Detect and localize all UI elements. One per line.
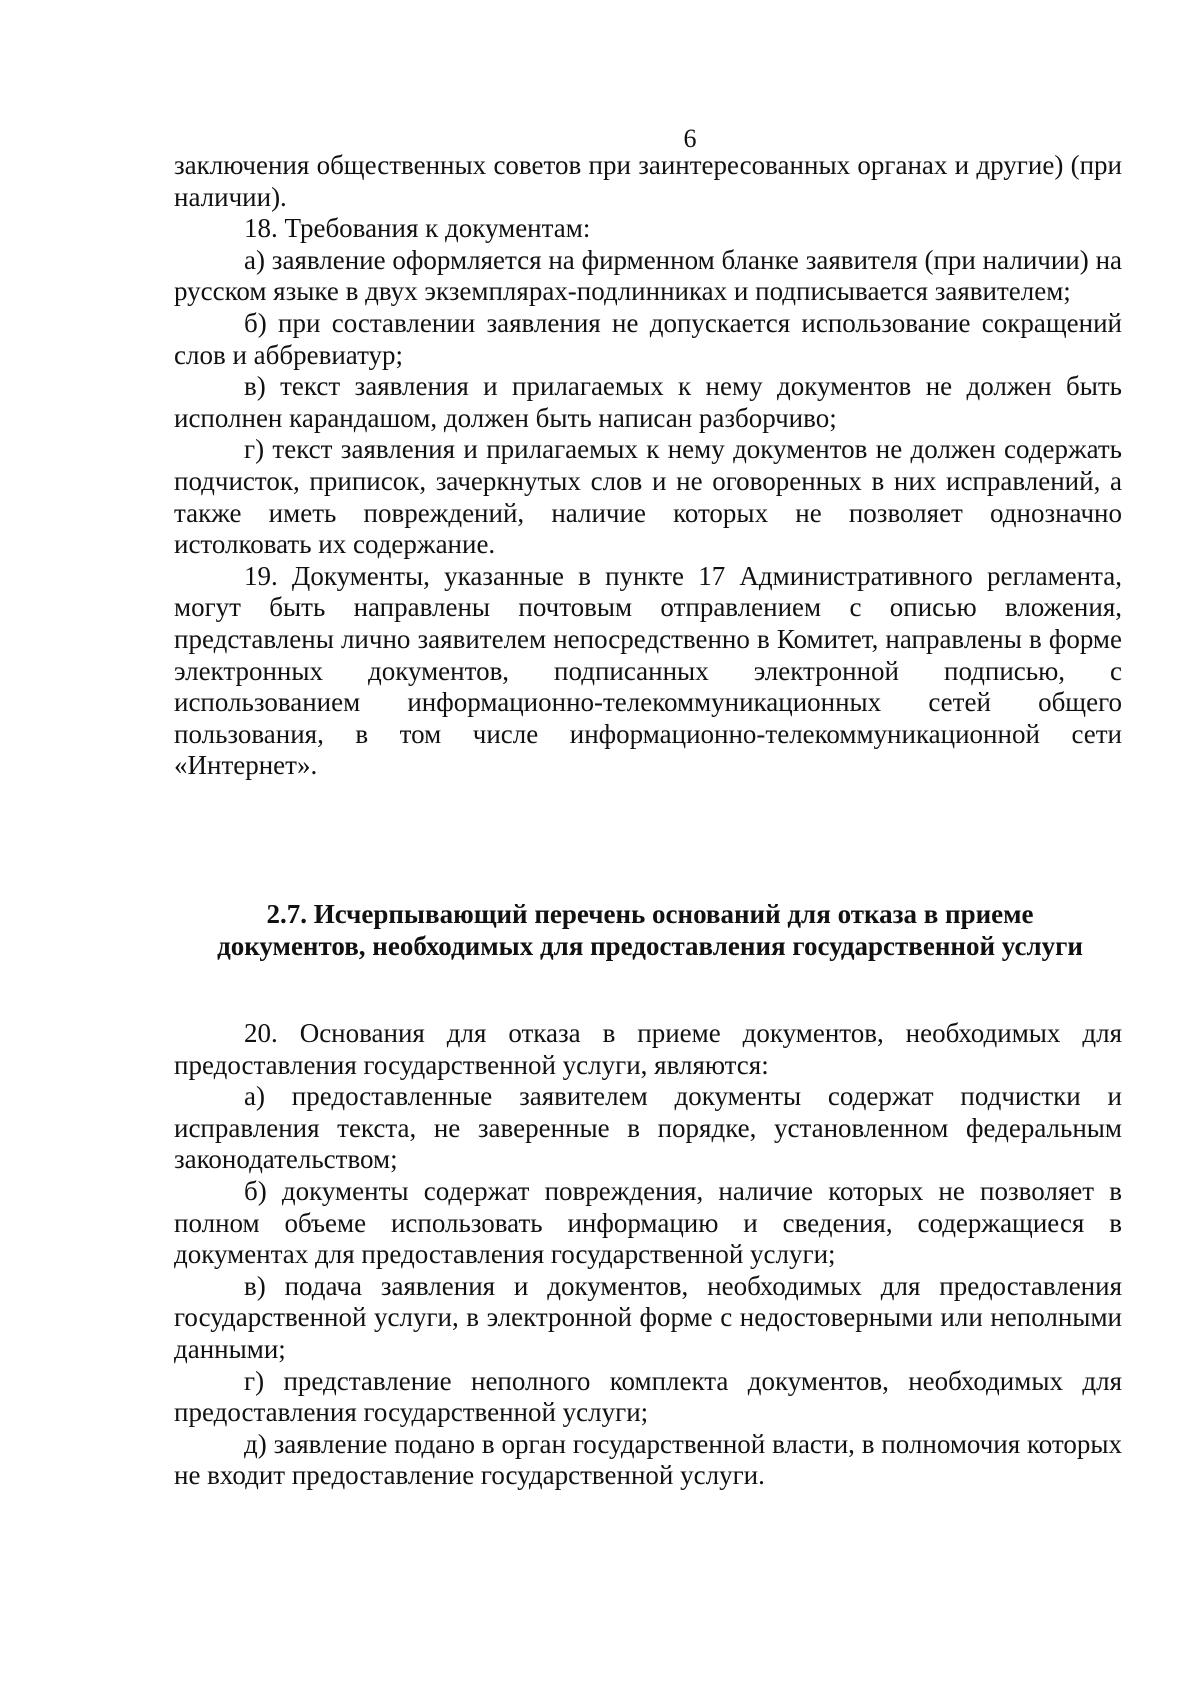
top-text-block [174,150,1122,782]
paragraph-18: 18. Требования к документам: [244,213,591,244]
paragraph-20-d: д) заявление подано в орган государственной власти, в полномочия которых не входит предоставление государственной услуги. [174,1428,1122,1491]
paragraph-18-b: б) при составлении заявления не допускается использование сокращений слов и аббревиатур; [174,307,1122,370]
paragraph-19: 19. Документы, указанные в пункте 17 Административного регламента, могут быть направлены почтовым отправлением с описью вложения, представлены лично заявителем непосредственно в Комитет, направлены в форме электронных документов, подписанных электронной подписью, с использованием информационно-телекоммуникационных сетей общего пользования, в том числе информационно-телекоммуникационной сети «Интернет». [174,560,1122,781]
paragraph-18-g: г) текст заявления и прилагаемых к нему документов не должен содержать подчисток, приписок, зачеркнутых слов и не оговоренных в них исправлений, а также иметь повреждений, наличие которых не позволяет однозначно истолковать их содержание. [174,434,1122,560]
bottom-text-block [174,1018,1122,1492]
paragraph-20-v: в) подача заявления и документов, необходимых для предоставления государственной услуги, в электронной форме с недостоверными или неполными данными; [174,1270,1122,1364]
paragraph-20-b: б) документы содержат повреждения, наличие которых не позволяет в полном объеме использовать информацию и сведения, содержащиеся в документах для предоставления государственной услуги; [174,1175,1122,1270]
page-number: 6 [683,124,697,153]
paragraph-18-v: в) текст заявления и прилагаемых к нему документов не должен быть исполнен карандашом, должен быть написан разборчиво; [174,371,1122,433]
section-heading: 2.7. Исчерпывающий перечень оснований для отказа в приеме документов, необходимых для предоставления государственной услуги [217,899,1083,961]
paragraph-20: 20. Основания для отказа в приеме документов, необходимых для предоставления государственной услуги, являются: [174,1018,1122,1080]
paragraph-continuation: заключения общественных советов при заинтересованных органах и другие) (при наличии). [174,150,1122,212]
paragraph-18-a: а) заявление оформляется на фирменном бланке заявителя (при наличии) на русском языке в двух экземплярах-подлинниках и подписывается заявителем; [174,244,1122,307]
paragraph-20-a: а) предоставленные заявителем документы содержат подчистки и исправления текста, не заверенные в порядке, установленном федеральным законодательством; [174,1081,1122,1175]
paragraph-20-g: г) представление неполного комплекта документов, необходимых для предоставления государственной услуги; [174,1365,1122,1428]
